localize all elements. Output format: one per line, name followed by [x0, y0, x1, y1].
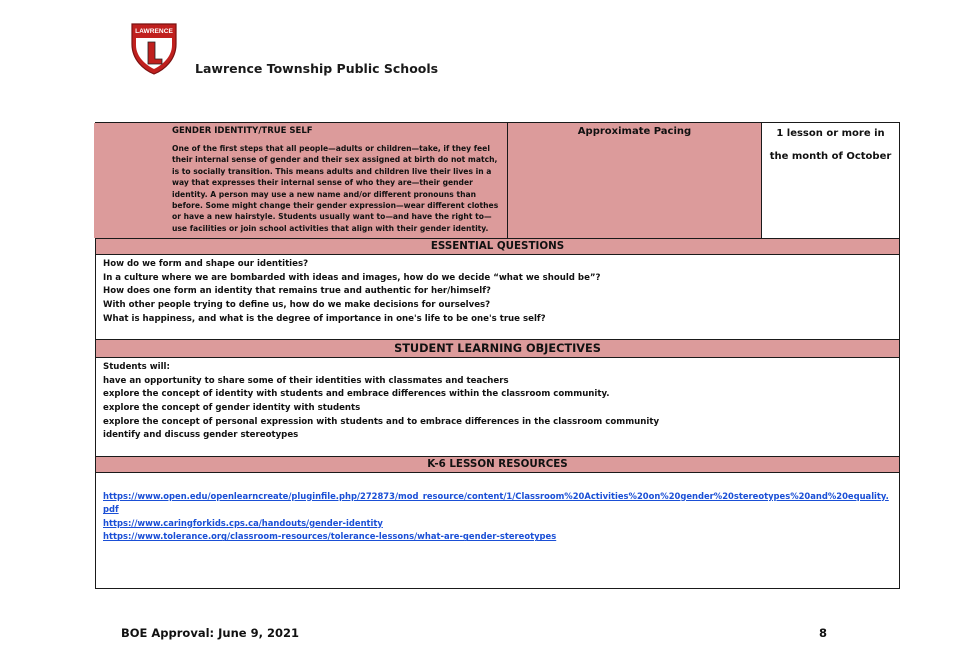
essential-questions-list	[96, 255, 900, 340]
unit-description: One of the first steps that all people—adults or children—take, if they feel their internal sense of gender and their sex assigned at birth do not match, is to socially transition. This means adults and children live their lives in a way that expresses their internal sense of who they are—their gender identity. A person may use a new name and/or different pronouns than before. Some might change their gender expression—wear different clothes or have a new hairstyle. Students usually want to—and have the right to—use facilities or join school activities that align with their gender identity.	[94, 136, 507, 238]
question-item: What is happiness, and what is the degree of importance in one's life to be one's true self?	[103, 313, 546, 324]
objective-item: explore the concept of personal expression with students and to embrace differences in the classroom community	[103, 416, 660, 427]
logo-banner-text: LAWRENCE	[135, 28, 173, 35]
curriculum-table	[95, 122, 900, 589]
resources-list	[96, 472, 900, 588]
question-item: How do we form and shape our identities?	[103, 259, 309, 270]
resource-link-tolerance[interactable]: https://www.tolerance.org/classroom-resources/tolerance-lessons/what-are-gender-stereotypes	[103, 531, 557, 542]
question-item: With other people trying to define us, how do we make decisions for ourselves?	[103, 300, 491, 311]
school-name: Lawrence Township Public Schools	[195, 61, 439, 76]
boe-approval: BOE Approval: June 9, 2021	[121, 626, 299, 640]
unit-cell	[172, 123, 508, 239]
objective-item: Students will:	[103, 362, 170, 373]
unit-row	[96, 123, 900, 239]
essential-questions-heading: ESSENTIAL QUESTIONS	[96, 239, 900, 255]
objective-item: explore the concept of gender identity with students	[103, 403, 361, 413]
pacing-label: Approximate Pacing	[508, 123, 762, 239]
objectives-heading: STUDENT LEARNING OBJECTIVES	[96, 340, 900, 358]
unit-title: GENDER IDENTITY/TRUE SELF	[94, 123, 507, 136]
objectives-list	[96, 358, 900, 457]
pacing-value: 1 lesson or more in the month of October	[762, 123, 900, 239]
resource-link-caringforkids[interactable]: https://www.caringforkids.cps.ca/handouts/gender-identity	[103, 517, 383, 528]
question-item: How does one form an identity that remains true and authentic for her/himself?	[103, 286, 491, 297]
objective-item: explore the concept of identity with students and embrace differences within the classroom community.	[103, 389, 610, 400]
objective-item: identify and discuss gender stereotypes	[103, 430, 299, 441]
district-logo	[128, 18, 180, 76]
resource-link-open-edu[interactable]: https://www.open.edu/openlearncreate/pluginfile.php/272873/mod_resource/content/1/Classroom%20Activities%20on%20gender%20stereotypes%20and%20equality.pdf	[103, 490, 889, 515]
resources-heading: K-6 LESSON RESOURCES	[96, 456, 900, 472]
page-number: 8	[819, 626, 828, 640]
objective-item: have an opportunity to share some of their identities with classmates and teachers	[103, 375, 509, 386]
question-item: In a culture where we are bombarded with ideas and images, how do we decide “what we should be”?	[103, 272, 601, 283]
